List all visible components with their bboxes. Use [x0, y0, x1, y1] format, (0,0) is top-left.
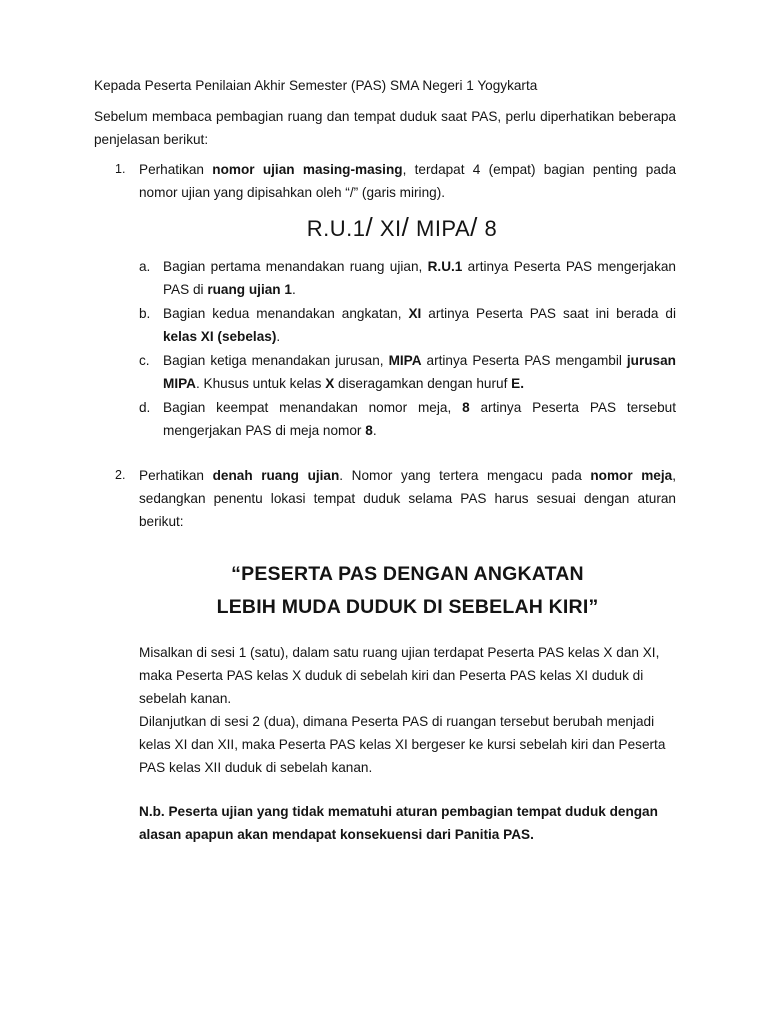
text-run: Bagian kedua menandakan angkatan, [163, 306, 409, 321]
document-body [94, 74, 676, 846]
bold-run: 8 [462, 400, 470, 415]
code-major: MIPA [409, 216, 471, 241]
code-slash: / [401, 212, 410, 242]
list-number: 2. [115, 468, 126, 482]
bold-run: E. [511, 376, 524, 391]
bold-run: ruang ujian 1 [207, 282, 292, 297]
text-run: Bagian keempat menandakan nomor meja, [163, 400, 463, 415]
sub-label: a. [139, 259, 151, 274]
text-run: . Nomor yang tertera mengacu pada [339, 468, 591, 483]
text-run: . [372, 423, 377, 438]
text-run: Bagian ketiga menandakan jurusan, [163, 353, 389, 368]
list-item-1 [94, 158, 676, 204]
sub-item-text [163, 302, 676, 348]
sub-item-text [163, 255, 676, 301]
text-run: , terdapat 4 (empat) bagian penting pada nomor ujian yang dipisahkan oleh “/” (garis miring). [139, 162, 677, 200]
exam-number-example [128, 213, 676, 243]
example-paragraph-1: Misalkan di sesi 1 (satu), dalam satu ruang ujian terdapat Peserta PAS kelas X dan XI, maka Peserta PAS kelas X duduk di sebelah kiri dan Peserta PAS kelas XI duduk di sebelah kanan. [139, 645, 660, 706]
sub-item-c [139, 349, 676, 395]
code-room: R.U.1 [306, 216, 366, 241]
code-slash: / [365, 212, 374, 242]
text-run: Perhatikan [139, 162, 213, 177]
sub-label: c. [139, 353, 150, 368]
code-slash: / [470, 212, 478, 242]
letter-heading: Kepada Peserta Penilaian Akhir Semester (PAS) SMA Negeri 1 Yogykarta [94, 78, 538, 93]
text-run: Bagian pertama menandakan ruang ujian, [163, 259, 428, 274]
bold-run: nomor ujian masing-masing [212, 162, 403, 177]
seating-rule-quote [139, 558, 676, 624]
text-run: Perhatikan [139, 468, 213, 483]
bold-run: nomor meja [590, 468, 673, 483]
text-run: . [276, 329, 281, 344]
note-paragraph: N.b. Peserta ujian yang tidak mematuhi aturan pembagian tempat duduk dengan alasan apapun akan mendapat konsekuensi dari Panitia PAS. [139, 804, 658, 842]
text-run: artinya Peserta PAS mengambil [421, 353, 627, 368]
sub-label: d. [139, 400, 151, 415]
rule-line-1: “PESERTA PAS DENGAN ANGKATAN [231, 563, 584, 585]
intro-paragraph: Sebelum membaca pembagian ruang dan tempat duduk saat PAS, perlu diperhatikan beberapa penjelasan berikut: [94, 109, 676, 147]
text-run: artinya Peserta PAS saat ini berada di [421, 306, 676, 321]
code-grade: XI [373, 216, 402, 241]
bold-run: XI [408, 306, 422, 321]
example-paragraph-2: Dilanjutkan di sesi 2 (dua), dimana Peserta PAS di ruangan tersebut berubah menjadi kelas XI dan XII, maka Peserta PAS kelas XI bergeser ke kursi sebelah kiri dan Peserta PAS kelas XII duduk di sebelah kanan. [139, 714, 666, 775]
bold-run: X [325, 376, 335, 391]
bold-run: jurusan MIPA [163, 353, 676, 391]
sub-label: b. [139, 306, 151, 321]
text-run: . [291, 282, 296, 297]
sub-item-text [163, 396, 676, 442]
list-item-2 [94, 464, 676, 533]
sub-item-text [163, 349, 676, 395]
list-number: 1. [115, 162, 126, 176]
text-run: diseragamkan dengan huruf [334, 376, 512, 391]
sub-item-a [139, 255, 676, 301]
bold-run: R.U.1 [427, 259, 463, 274]
item-1-text [139, 158, 676, 204]
bold-run: 8 [365, 423, 373, 438]
sub-item-d [139, 396, 676, 442]
rule-line-2: LEBIH MUDA DUDUK DI SEBELAH KIRI” [216, 596, 599, 618]
sub-item-b [139, 302, 676, 348]
text-run: , sedangkan penentu lokasi tempat duduk selama PAS harus sesuai dengan aturan berikut: [139, 468, 676, 529]
bold-run: denah ruang ujian [212, 468, 340, 483]
text-run: artinya Peserta PAS tersebut mengerjakan PAS di meja nomor [163, 400, 676, 438]
item-2-text [139, 464, 676, 533]
text-run: artinya Peserta PAS mengerjakan PAS di [163, 259, 676, 297]
text-run: . Khusus untuk kelas [195, 376, 326, 391]
bold-run: MIPA [388, 353, 422, 368]
bold-run: kelas XI (sebelas) [163, 329, 277, 344]
code-desk: 8 [477, 216, 498, 241]
sub-list [139, 255, 676, 442]
